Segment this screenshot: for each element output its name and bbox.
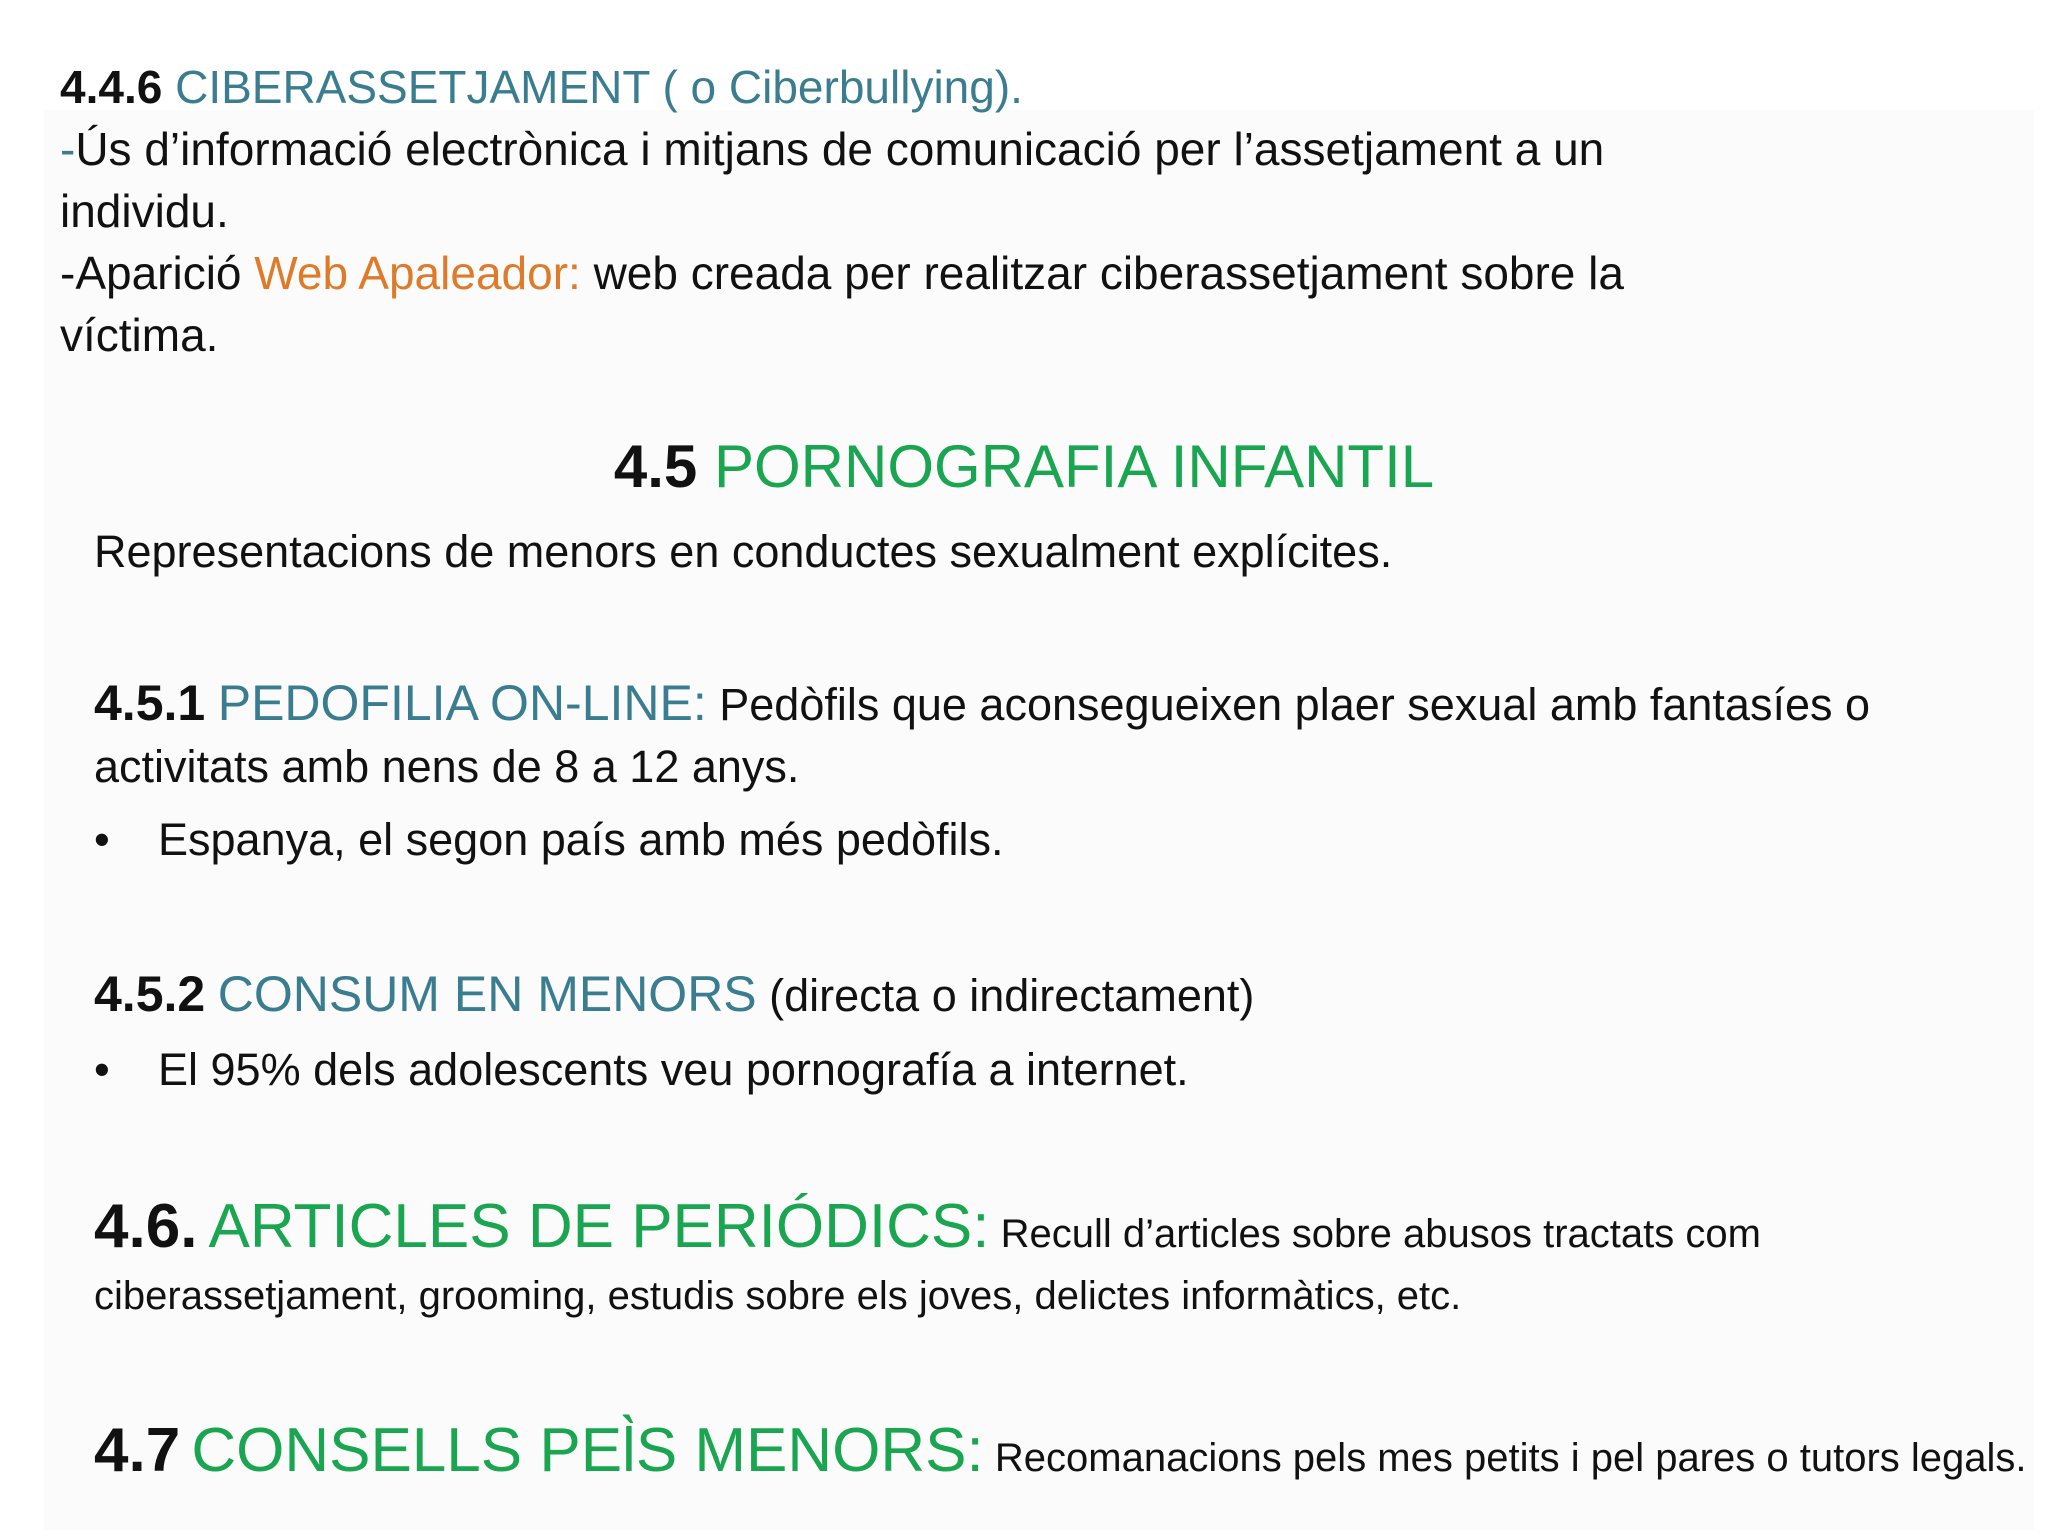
section-446-number: 4.4.6 bbox=[60, 61, 163, 113]
section-446-title: CIBERASSETJAMENT ( o Ciberbullying). bbox=[175, 61, 1023, 113]
section-446-line1-text: Ús d’informació electrònica i mitjans de comunicació per l’assetjament a un bbox=[75, 123, 1605, 175]
section-451-text-line2: activitats amb nens de 8 a 12 anys. bbox=[94, 741, 800, 792]
bullet-dot: • bbox=[94, 1044, 110, 1095]
section-451 bbox=[94, 672, 1870, 798]
bullet-dot: • bbox=[94, 814, 110, 865]
section-46-number: 4.6. bbox=[94, 1192, 198, 1261]
section-452-bullet bbox=[94, 1040, 1189, 1100]
dash-marker: - bbox=[60, 123, 76, 175]
section-46-title: ARTICLES DE PERIÓDICS: bbox=[208, 1192, 990, 1261]
section-446-line1 bbox=[60, 118, 1624, 180]
section-47-number: 4.7 bbox=[94, 1416, 181, 1485]
section-452-number: 4.5.2 bbox=[94, 966, 206, 1022]
section-46-text-line1: Recull d’articles sobre abusos tractats com bbox=[989, 1212, 1761, 1256]
section-446 bbox=[60, 56, 1624, 366]
section-451-number: 4.5.1 bbox=[94, 675, 206, 731]
section-446-line3-rest: web creada per realitzar ciberassetjament sobre la bbox=[580, 247, 1624, 299]
section-45-heading bbox=[0, 432, 2048, 502]
section-45-title: PORNOGRAFIA INFANTIL bbox=[713, 433, 1435, 500]
web-apaleador-term: Web Apaleador: bbox=[254, 247, 581, 299]
section-452-title: CONSUM EN MENORS bbox=[217, 966, 757, 1022]
section-45-description: Representacions de menors en conductes sexualment explícites. bbox=[94, 526, 1393, 577]
section-446-heading bbox=[60, 56, 1624, 118]
section-451-bullet bbox=[94, 810, 1004, 870]
section-46 bbox=[94, 1192, 1761, 1327]
section-47-text: Recomanacions pels mes petits i pel pares o tutors legals. bbox=[983, 1436, 2027, 1480]
section-451-line1 bbox=[94, 672, 1870, 736]
section-452 bbox=[94, 962, 1254, 1028]
section-46-line1 bbox=[94, 1192, 1761, 1265]
section-446-line3-prefix: -Aparició bbox=[60, 247, 255, 299]
section-452-subtitle: (directa o indirectament) bbox=[756, 970, 1255, 1021]
section-46-text-line2: ciberassetjament, grooming, estudis sobre els joves, delictes informàtics, etc. bbox=[94, 1274, 1462, 1318]
section-446-line4: víctima. bbox=[60, 309, 219, 361]
section-47 bbox=[94, 1416, 2027, 1493]
section-452-bullet-text: El 95% dels adolescents veu pornografía a internet. bbox=[158, 1044, 1189, 1095]
section-45-number: 4.5 bbox=[613, 433, 698, 500]
section-451-title: PEDOFILIA ON-LINE: bbox=[217, 675, 707, 731]
section-451-text-line1: Pedòfils que aconsegueixen plaer sexual amb fantasíes o bbox=[706, 679, 1871, 730]
section-446-line3 bbox=[60, 242, 1624, 304]
section-446-line2: individu. bbox=[60, 185, 229, 237]
section-451-bullet-text: Espanya, el segon país amb més pedòfils. bbox=[158, 814, 1004, 865]
section-47-title: CONSELLS PEl̀S MENORS: bbox=[191, 1416, 984, 1485]
